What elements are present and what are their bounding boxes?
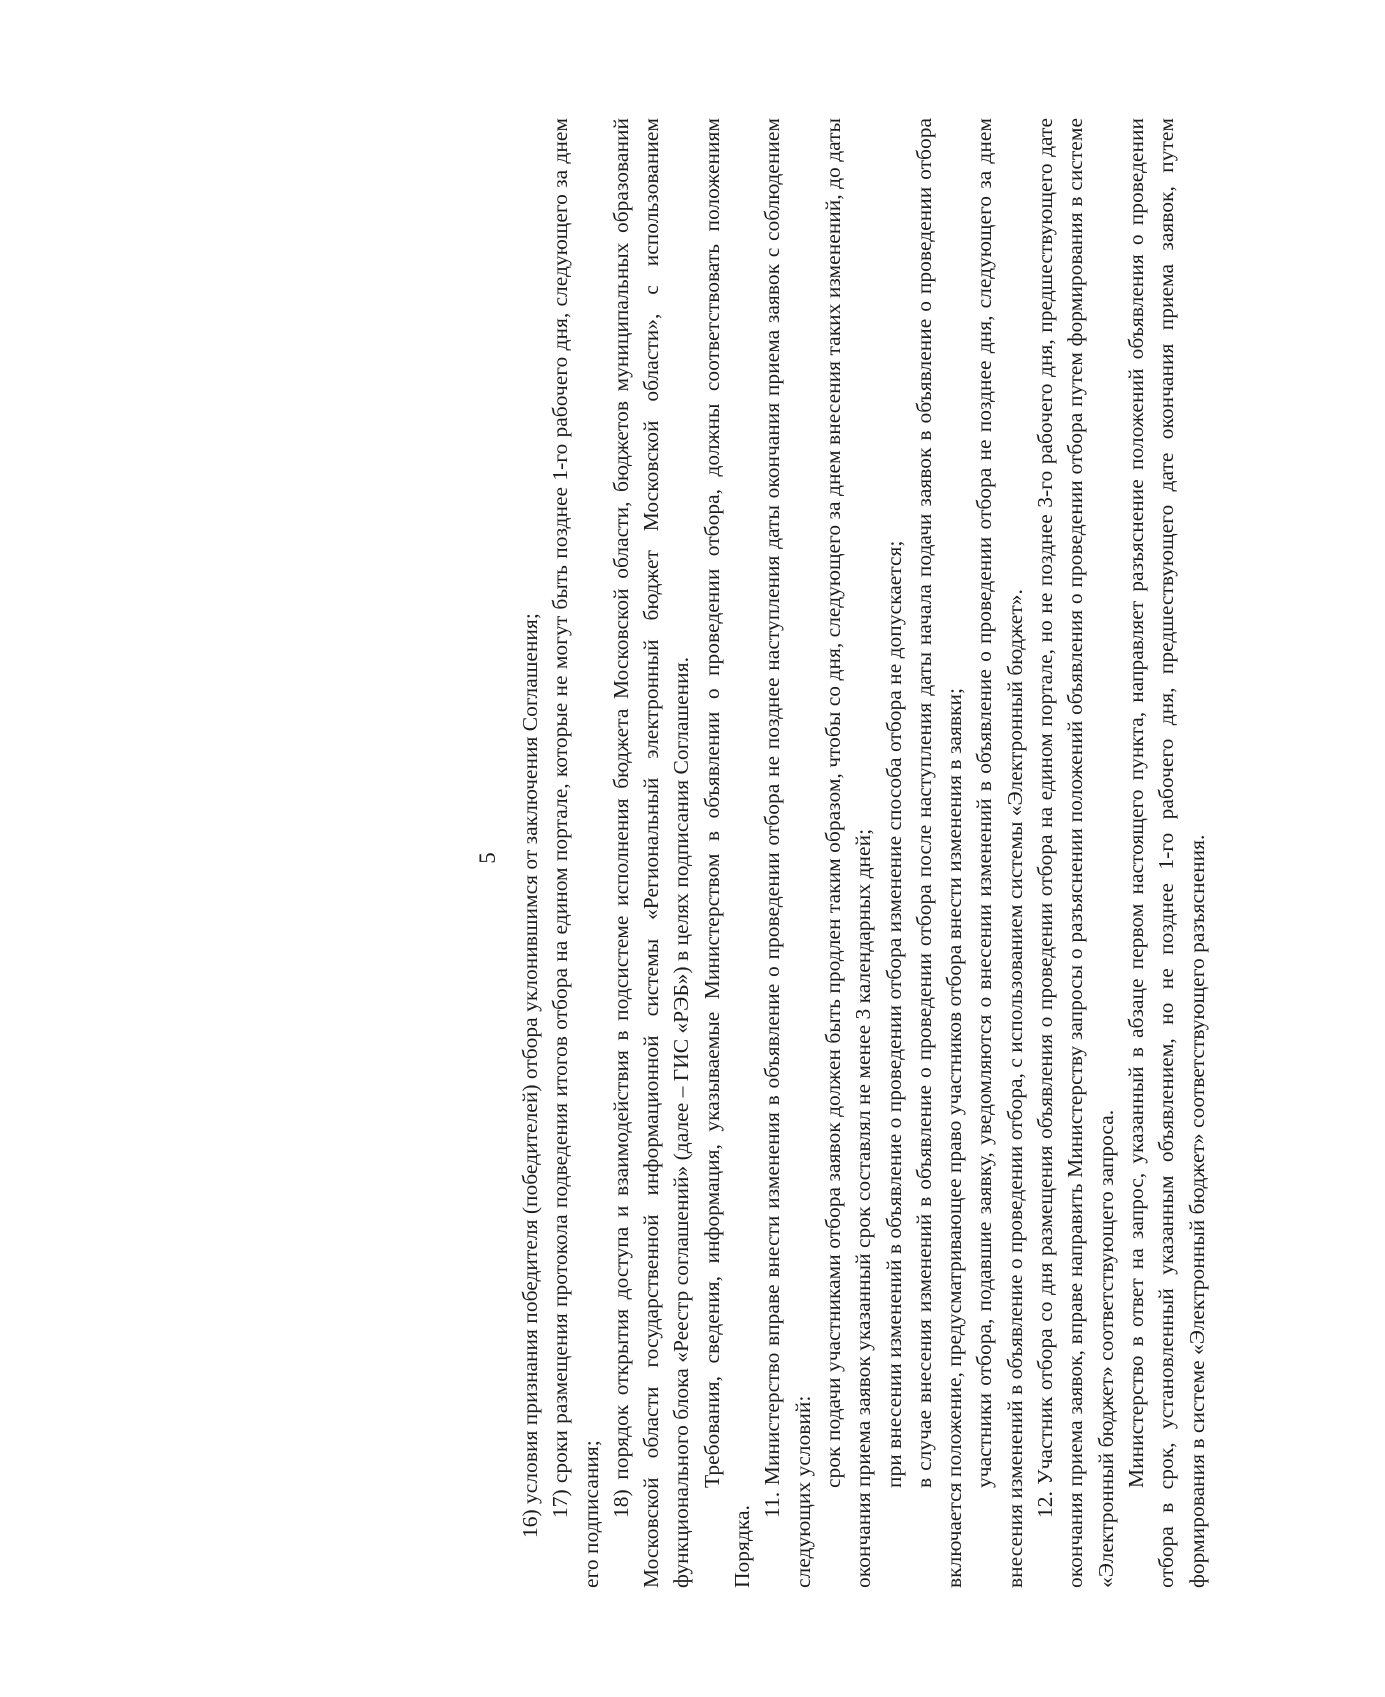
- page-number: 5: [475, 852, 500, 864]
- paragraph-clause-11-notify: участники отбора, подавшие заявку, уведомляются о внесении изменений в объявление о проведении отбора не позднее дня, следующего за днем внесения изменений в объявление о проведении отбора, с использованием системы «Электронный бюджет».: [972, 118, 1027, 1588]
- paragraph-clause-11-method: при внесении изменений в объявление о проведении отбора изменение способа отбора не допускается;: [881, 540, 906, 1488]
- rotated-document-page: [465, 88, 1385, 1628]
- paragraph-clause-12: 12. Участник отбора со дня размещения объявления о проведении отбора на едином портале, но не позднее 3-го рабочего дня, предшествующего дате окончания приема заявок, вправе направить Министерству запросы о разъяснении положений объявления о проведении отбора путем формирования в системе «Электронный бюджет» соответствующего запроса.: [1033, 118, 1118, 1588]
- paragraph-clause-11-deadline: срок подачи участниками отбора заявок должен быть продлен таким образом, чтобы со дня, следующего за днем внесения таких изменений, до даты окончания приема заявок указанный срок составлял не менее 3 календарных дней;: [820, 118, 876, 1588]
- paragraph-item-17: 17) сроки размещения протокола подведения итогов отбора на едином портале, которые не могут быть позднее 1-го рабочего дня, следующего за днем его подписания;: [548, 118, 603, 1588]
- paragraph-requirements: Требования, сведения, информация, указываемые Министерством в объявлении о проведении отбора, должны соответствовать положениям Порядка.: [699, 118, 755, 1588]
- paragraph-clause-12-answer: Министерство в ответ на запрос, указанный в абзаце первом настоящего пункта, направляет разъяснение положений объявления о проведении отбора в срок, установленный указанным объявлением, но не позднее 1-го рабочего дня, предшествующего дате окончания приема заявок, путем формирования в системе «Электронный бюджет» соответствующего разъяснения.: [1123, 118, 1209, 1588]
- paragraph-clause-11: 11. Министерство вправе внести изменения в объявление о проведении отбора не позднее наступления даты окончания приема заявок с соблюдением следующих условий:: [760, 118, 815, 1588]
- paragraph-item-18: 18) порядок открытия доступа и взаимодействия в подсистеме исполнения бюджета Московской области, бюджетов муниципальных образований Московской области государственной информационной системы «Региональный электронный бюджет Московской области», с использованием функционального блока «Реестр соглашений» (далее – ГИС «РЭБ») в целях подписания Соглашения.: [608, 118, 694, 1588]
- paragraph-item-16: 16) условия признания победителя (победителей) отбора уклонившимся от заключения Соглашения;: [518, 613, 542, 1538]
- paragraph-clause-11-changes: в случае внесения изменений в объявление о проведении отбора после наступления даты начала подачи заявок в объявление о проведении отбора включается положение, предусматривающее право участников отбора внести изменения в заявки;: [911, 118, 967, 1588]
- document-body: [515, 118, 1212, 1588]
